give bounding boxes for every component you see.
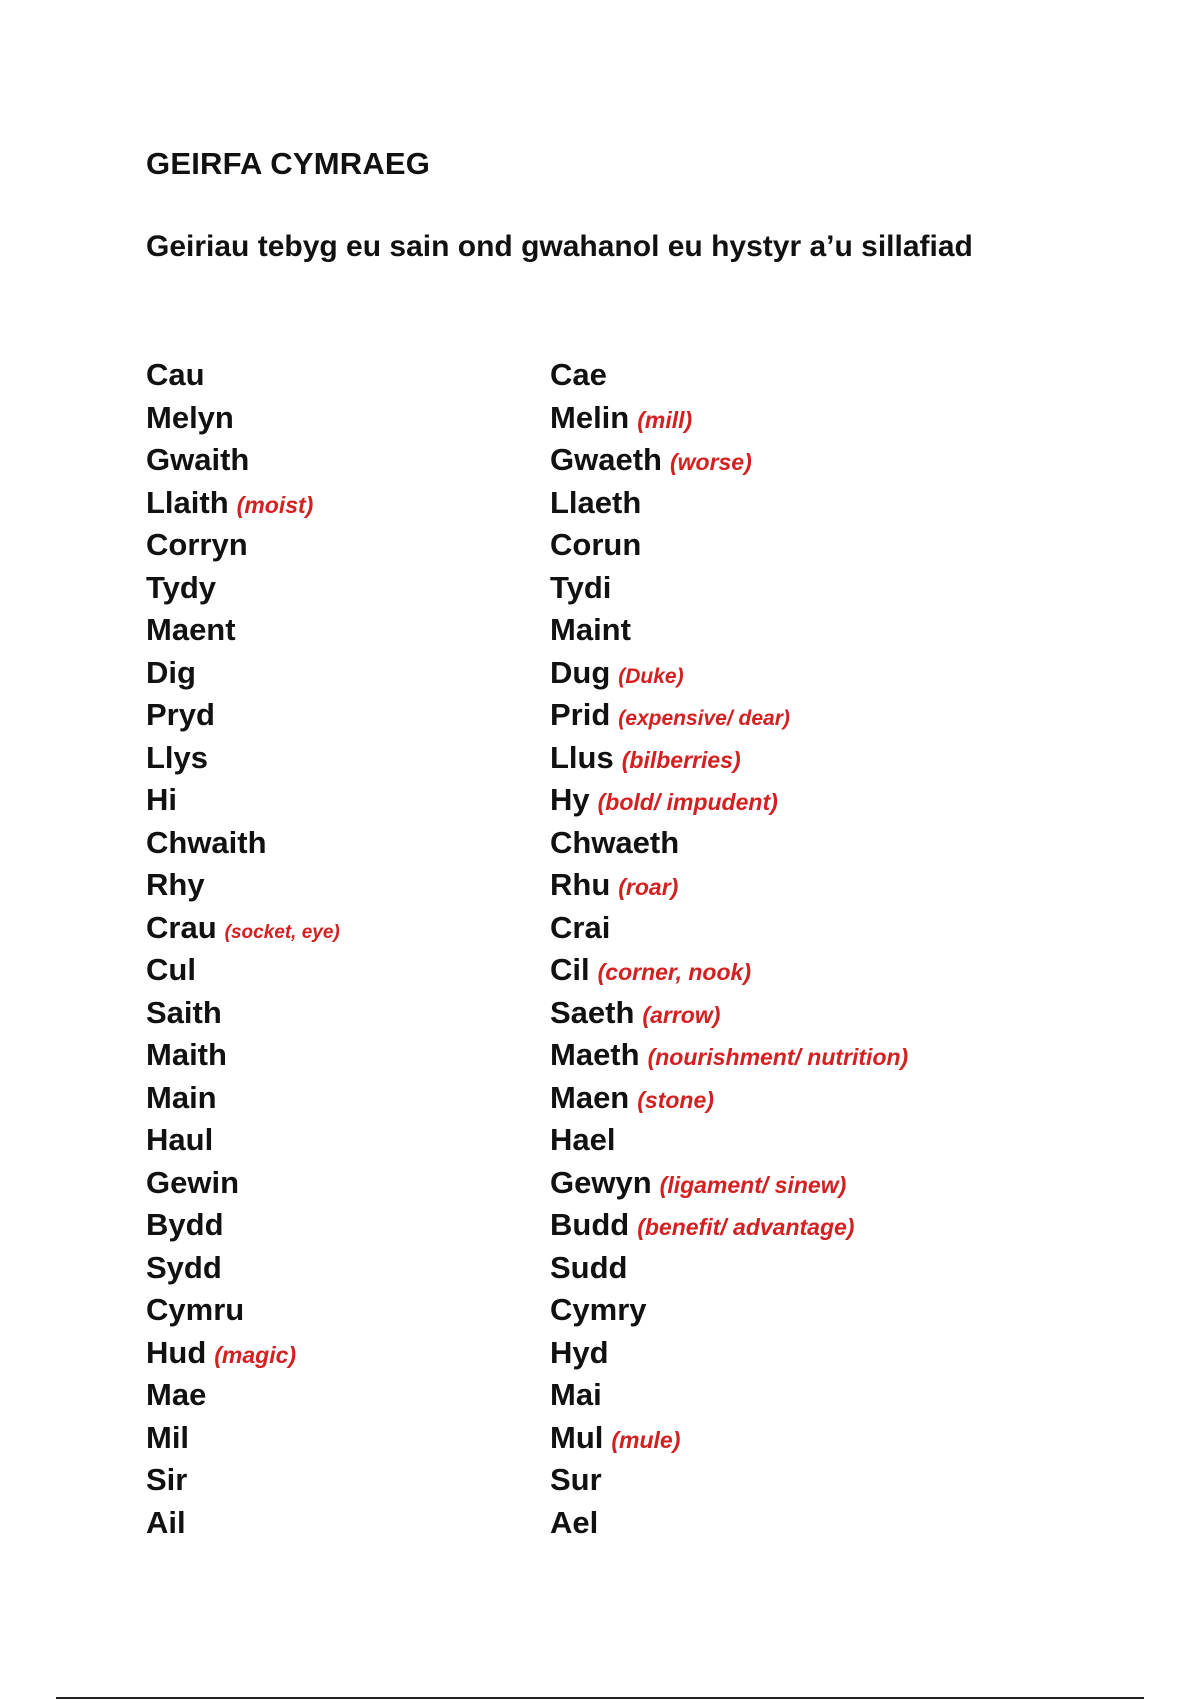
word-right-cell	[550, 992, 720, 1037]
word-left: Crau	[146, 909, 217, 945]
word-right-cell	[550, 652, 684, 699]
word-left: Chwaith	[146, 824, 267, 860]
word-left-cell	[146, 439, 249, 482]
word-pair-row	[146, 482, 1046, 525]
word-right-gloss: (bold/ impudent)	[597, 789, 778, 815]
word-right-cell	[550, 864, 678, 909]
word-left: Bydd	[146, 1207, 224, 1242]
word-right-gloss: (worse)	[669, 449, 752, 475]
word-right: Hy	[550, 782, 590, 817]
word-right-cell	[550, 567, 611, 610]
word-pair-row	[146, 652, 1046, 695]
word-right: Maen	[550, 1079, 630, 1115]
word-left-cell	[146, 482, 313, 527]
page-title: GEIRFA CYMRAEG	[146, 146, 431, 181]
word-pair-row	[146, 907, 1046, 950]
word-right-cell	[550, 354, 607, 397]
word-right-cell	[550, 1162, 846, 1207]
word-left: Llys	[146, 739, 209, 775]
word-left-cell	[146, 1502, 186, 1545]
word-right-gloss: (corner, nook)	[597, 959, 751, 985]
word-right: Gwaeth	[550, 442, 662, 477]
word-right: Cymry	[550, 1292, 647, 1327]
word-left: Haul	[146, 1122, 214, 1157]
word-right-cell	[550, 482, 641, 525]
word-right-cell	[550, 822, 679, 865]
word-pair-row	[146, 1417, 1046, 1460]
word-left-cell	[146, 1289, 244, 1332]
word-right-cell	[550, 609, 631, 652]
word-pair-row	[146, 1119, 1046, 1162]
word-pair-row	[146, 1162, 1046, 1205]
word-right: Maint	[550, 612, 631, 647]
word-left: Saith	[146, 994, 222, 1030]
word-pair-row	[146, 354, 1046, 397]
word-right-cell	[550, 439, 752, 484]
word-pair-row	[146, 397, 1046, 440]
word-right-cell	[550, 1289, 647, 1332]
word-left-cell	[146, 1374, 206, 1417]
word-right-gloss: (benefit/ advantage)	[637, 1214, 855, 1240]
word-left-cell	[146, 907, 340, 955]
word-pair-row	[146, 1077, 1046, 1120]
word-pair-row	[146, 1332, 1046, 1375]
word-left: Cau	[146, 357, 205, 392]
word-pair-row	[146, 1247, 1046, 1290]
word-right-gloss: (arrow)	[642, 1001, 721, 1028]
word-right: Mai	[550, 1377, 602, 1412]
word-right-gloss: (mule)	[611, 1426, 681, 1453]
word-left-cell	[146, 1247, 222, 1290]
word-left-cell	[146, 397, 234, 440]
word-right-cell	[550, 1459, 602, 1502]
word-pair-row	[146, 439, 1046, 482]
word-left-cell	[146, 652, 196, 695]
word-pair-row	[146, 737, 1046, 780]
word-left: Hud	[146, 1334, 207, 1370]
word-left: Pryd	[146, 697, 215, 732]
word-right-gloss: (ligament/ sinew)	[659, 1171, 847, 1198]
word-left-cell	[146, 1204, 224, 1247]
word-right: Corun	[550, 527, 642, 562]
word-left: Melyn	[146, 399, 234, 435]
word-left-gloss: (moist)	[236, 491, 314, 518]
word-right-cell	[550, 1332, 609, 1375]
word-pair-row	[146, 864, 1046, 907]
word-left: Main	[146, 1079, 217, 1115]
word-right-gloss: (expensive/ dear)	[618, 707, 790, 730]
word-left: Tydy	[146, 569, 217, 605]
word-right: Prid	[550, 697, 611, 732]
word-left-gloss: (magic)	[214, 1341, 297, 1368]
word-pair-row	[146, 567, 1046, 610]
word-left-cell	[146, 949, 196, 992]
word-right-cell	[550, 907, 610, 950]
word-right-cell	[550, 1119, 615, 1162]
word-right-gloss: (bilberries)	[621, 746, 741, 773]
word-pair-row	[146, 779, 1046, 822]
word-right-cell	[550, 1077, 714, 1122]
word-left: Cymru	[146, 1292, 245, 1327]
word-right-gloss: (mill)	[637, 406, 693, 433]
word-right: Gewyn	[550, 1164, 652, 1200]
word-right-cell	[550, 779, 778, 824]
word-left: Sir	[146, 1462, 188, 1497]
word-right: Melin	[550, 399, 630, 435]
word-left-cell	[146, 694, 215, 737]
word-right-cell	[550, 1034, 908, 1079]
word-right: Cae	[550, 357, 607, 392]
word-right: Rhu	[550, 867, 611, 902]
word-right-cell	[550, 1247, 628, 1290]
word-right: Sudd	[550, 1249, 628, 1285]
word-left-gloss: (socket, eye)	[224, 921, 340, 943]
word-right-cell	[550, 737, 741, 782]
word-left-cell	[146, 1162, 239, 1205]
word-right-cell	[550, 524, 641, 567]
word-right: Llus	[550, 739, 614, 775]
word-right: Crai	[550, 909, 611, 945]
word-left: Mae	[146, 1377, 207, 1412]
word-left: Maent	[146, 612, 236, 647]
word-right-cell	[550, 397, 692, 442]
word-left: Dig	[146, 654, 196, 690]
word-right: Maeth	[550, 1037, 640, 1072]
word-right: Cil	[550, 952, 590, 987]
word-left-cell	[146, 1034, 227, 1077]
word-right-cell	[550, 694, 790, 741]
word-pair-row	[146, 1289, 1046, 1332]
word-left: Gwaith	[146, 442, 250, 477]
word-right-cell	[550, 1204, 854, 1249]
bottom-divider	[56, 1697, 1144, 1699]
word-pair-row	[146, 1204, 1046, 1247]
word-pair-row	[146, 694, 1046, 737]
word-right: Saeth	[550, 994, 635, 1030]
word-left: Hi	[146, 782, 177, 817]
word-left-cell	[146, 737, 208, 780]
word-left: Sydd	[146, 1249, 222, 1285]
word-right: Mul	[550, 1419, 604, 1455]
word-left-cell	[146, 1332, 296, 1377]
word-left: Corryn	[146, 527, 248, 562]
word-right-cell	[550, 1417, 680, 1462]
word-right-gloss: (stone)	[637, 1086, 714, 1113]
word-pair-row	[146, 524, 1046, 567]
word-pair-row	[146, 949, 1046, 992]
word-pair-row	[146, 992, 1046, 1035]
word-right: Dug	[550, 654, 611, 690]
word-left: Rhy	[146, 867, 205, 902]
word-left: Ail	[146, 1504, 186, 1540]
word-pair-row	[146, 1374, 1046, 1417]
word-left-cell	[146, 567, 216, 610]
word-pair-row	[146, 609, 1046, 652]
word-left: Gewin	[146, 1164, 240, 1200]
word-right-gloss: (nourishment/ nutrition)	[647, 1044, 909, 1070]
word-left-cell	[146, 1119, 213, 1162]
word-left: Maith	[146, 1037, 227, 1072]
word-right-gloss: (Duke)	[618, 664, 684, 688]
word-left-cell	[146, 354, 205, 397]
word-left-cell	[146, 1417, 189, 1460]
word-left-cell	[146, 779, 177, 822]
word-left: Llaith	[146, 484, 229, 520]
word-right: Sur	[550, 1462, 602, 1497]
word-left-cell	[146, 864, 205, 907]
word-right-cell	[550, 949, 751, 994]
word-left-cell	[146, 1077, 217, 1120]
word-right: Budd	[550, 1207, 630, 1242]
word-right: Ael	[550, 1504, 599, 1540]
word-left-cell	[146, 822, 267, 865]
word-left: Mil	[146, 1419, 190, 1455]
word-left-cell	[146, 1459, 187, 1502]
word-left-cell	[146, 609, 236, 652]
word-right-cell	[550, 1502, 598, 1545]
word-right: Chwaeth	[550, 824, 680, 860]
word-right: Tydi	[550, 569, 612, 605]
word-pair-row	[146, 1502, 1046, 1545]
word-pair-row	[146, 1034, 1046, 1077]
page-subtitle: Geiriau tebyg eu sain ond gwahanol eu hystyr a’u sillafiad	[146, 230, 973, 263]
word-right-cell	[550, 1374, 602, 1417]
word-pair-list	[146, 354, 1046, 1544]
word-right: Hael	[550, 1122, 616, 1157]
word-left: Cul	[146, 952, 196, 987]
word-left-cell	[146, 524, 248, 567]
word-pair-row	[146, 822, 1046, 865]
word-right-gloss: (roar)	[618, 874, 679, 900]
word-right: Llaeth	[550, 484, 642, 520]
word-left-cell	[146, 992, 222, 1035]
word-right: Hyd	[550, 1334, 609, 1370]
word-pair-row	[146, 1459, 1046, 1502]
